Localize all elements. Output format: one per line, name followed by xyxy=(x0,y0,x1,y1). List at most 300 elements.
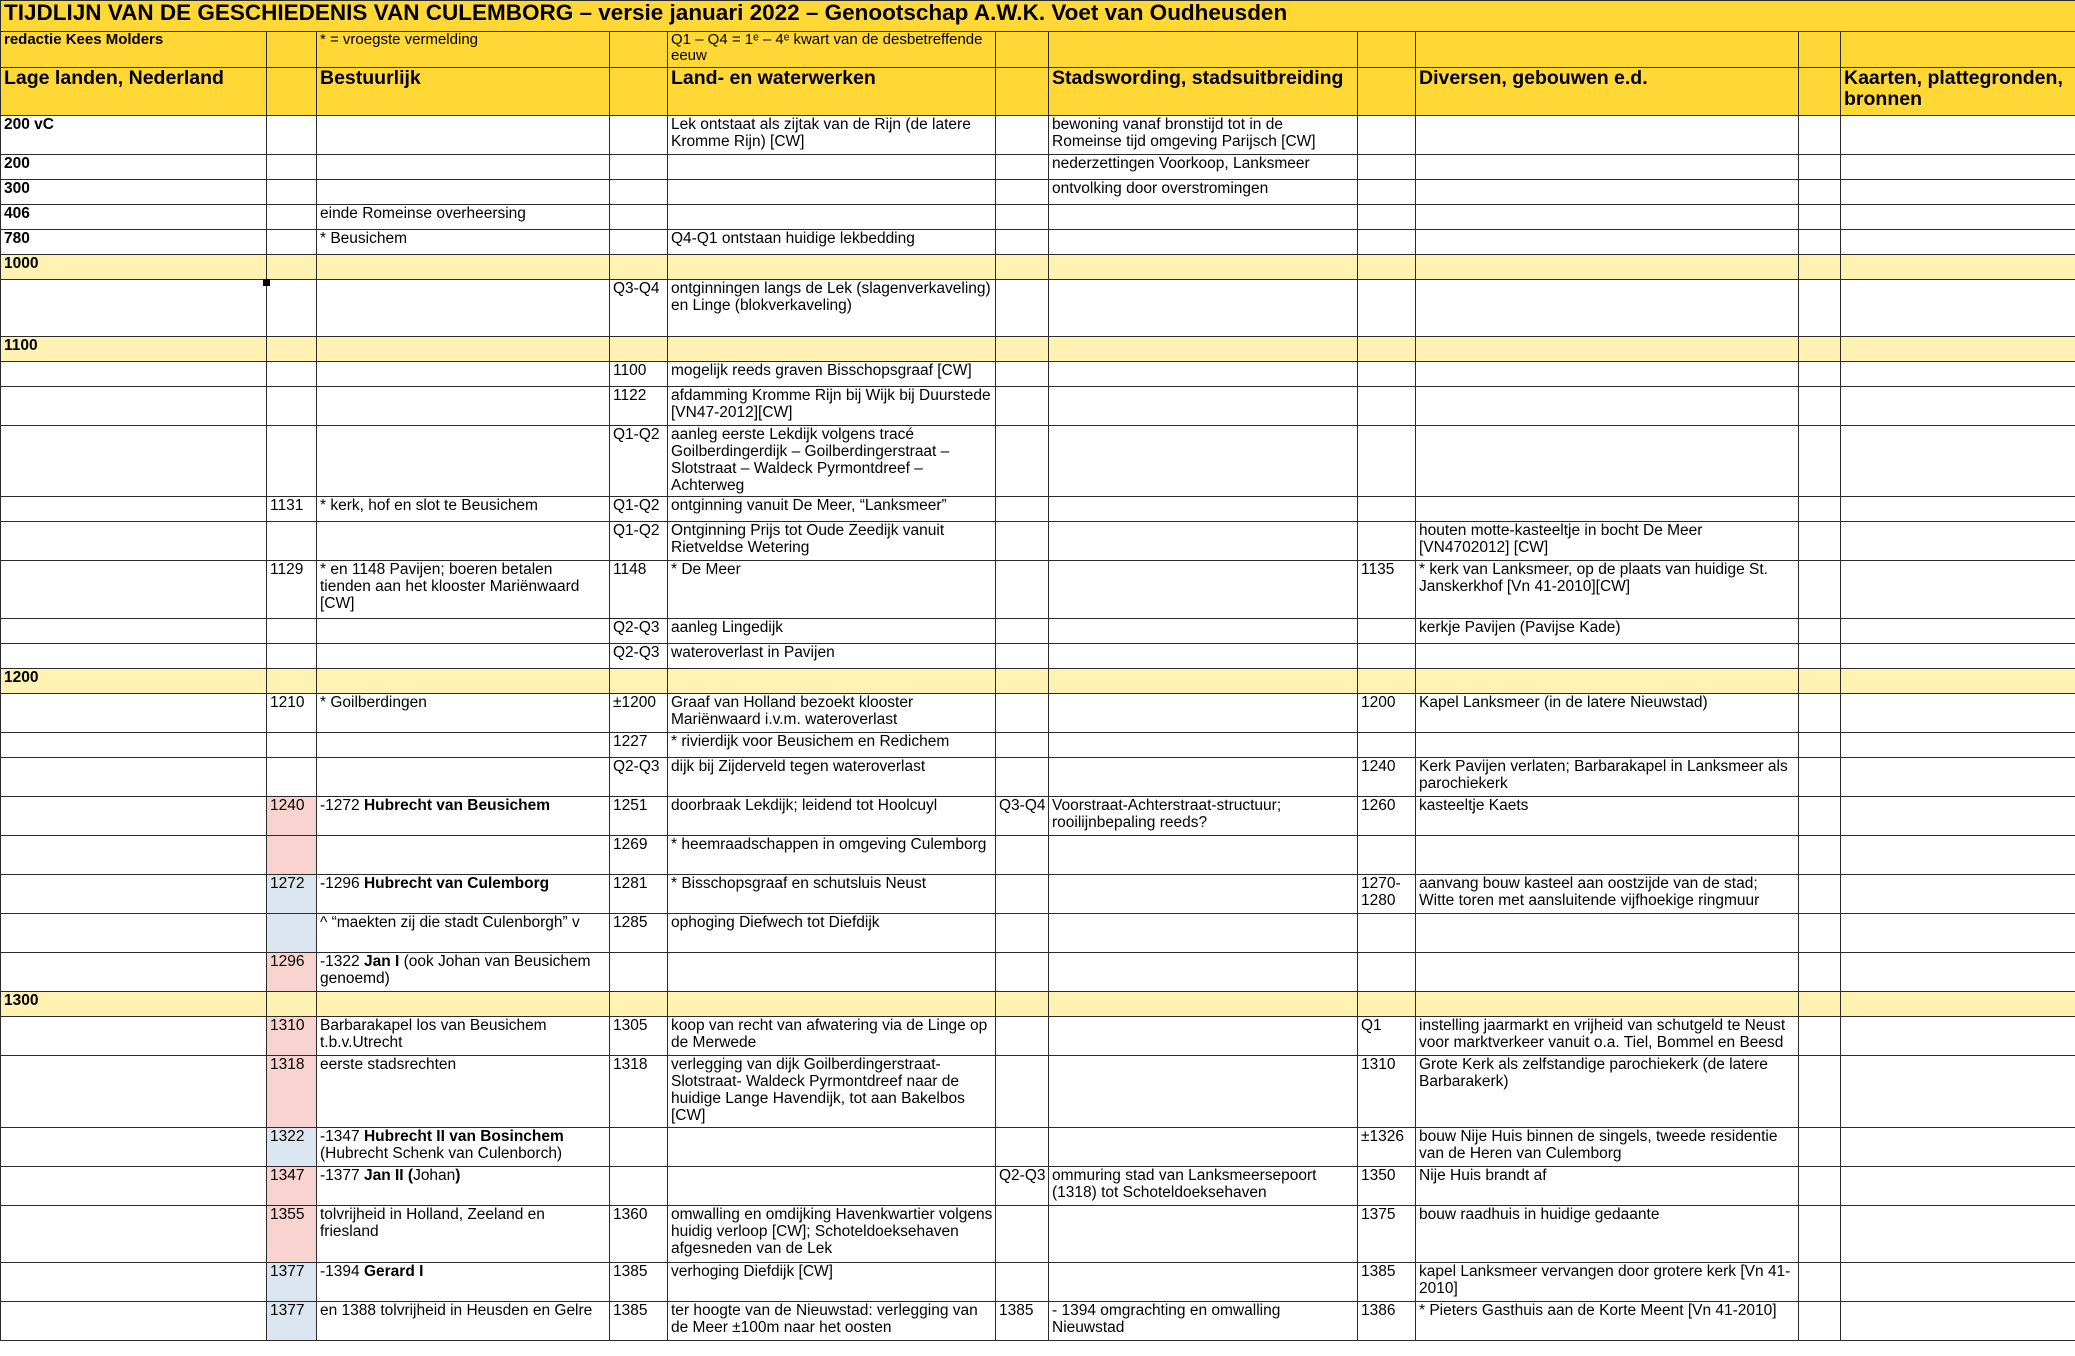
water-year-cell[interactable]: Q2-Q3 xyxy=(610,644,668,669)
misc-event-cell[interactable] xyxy=(1416,387,1799,426)
admin-event-cell[interactable] xyxy=(317,1167,610,1206)
era-year-cell[interactable] xyxy=(1,875,267,914)
admin-year-cell[interactable] xyxy=(267,205,317,230)
water-event-cell[interactable]: * Bisschopsgraaf en schutsluis Neust xyxy=(668,875,996,914)
city-event-cell[interactable]: ontvolking door overstromingen xyxy=(1049,180,1358,205)
header-cell[interactable] xyxy=(996,68,1049,116)
city-event-cell[interactable] xyxy=(1049,387,1358,426)
map-source-cell[interactable] xyxy=(1841,426,2075,497)
map-source-cell[interactable] xyxy=(1841,914,2075,953)
water-year-cell[interactable]: 1148 xyxy=(610,561,668,619)
misc-event-cell[interactable] xyxy=(1416,362,1799,387)
city-year-cell[interactable] xyxy=(996,205,1049,230)
header-stadswording[interactable]: Stadswording, stadsuitbreiding xyxy=(1049,68,1358,116)
water-event-cell[interactable] xyxy=(668,255,996,280)
city-event-cell[interactable] xyxy=(1049,280,1358,337)
city-year-cell[interactable] xyxy=(996,1128,1049,1167)
city-year-cell[interactable] xyxy=(996,694,1049,733)
water-event-cell[interactable]: aanleg eerste Lekdijk volgens tracé Goilberdingerdijk – Goilberdingerstraat – Slotstraat – Waldeck Pyrmontdreef – Achterweg xyxy=(668,426,996,497)
city-year-cell[interactable] xyxy=(996,497,1049,522)
map-source-cell[interactable] xyxy=(1841,362,2075,387)
water-year-cell[interactable] xyxy=(610,992,668,1017)
map-year-cell[interactable] xyxy=(1799,914,1841,953)
misc-event-cell[interactable]: * Pieters Gasthuis aan de Korte Meent [Vn 41-2010] xyxy=(1416,1302,1799,1341)
admin-year-cell[interactable]: 1240 xyxy=(267,797,317,836)
admin-event-cell[interactable] xyxy=(317,116,610,155)
misc-year-cell[interactable] xyxy=(1358,362,1416,387)
city-year-cell[interactable]: Q3-Q4 xyxy=(996,797,1049,836)
misc-event-cell[interactable] xyxy=(1416,497,1799,522)
cell[interactable] xyxy=(1416,32,1799,68)
city-year-cell[interactable] xyxy=(996,387,1049,426)
admin-year-cell[interactable]: 1377 xyxy=(267,1302,317,1341)
map-year-cell[interactable] xyxy=(1799,1263,1841,1302)
map-year-cell[interactable] xyxy=(1799,522,1841,561)
water-year-cell[interactable] xyxy=(610,155,668,180)
water-year-cell[interactable]: Q1-Q2 xyxy=(610,426,668,497)
era-year-cell[interactable] xyxy=(1,1263,267,1302)
water-event-cell[interactable] xyxy=(668,155,996,180)
misc-year-cell[interactable]: Q1 xyxy=(1358,1017,1416,1056)
map-source-cell[interactable] xyxy=(1841,522,2075,561)
water-event-cell[interactable] xyxy=(668,205,996,230)
water-year-cell[interactable]: 1122 xyxy=(610,387,668,426)
admin-event-cell[interactable] xyxy=(317,522,610,561)
city-year-cell[interactable]: Q2-Q3 xyxy=(996,1167,1049,1206)
water-event-cell[interactable]: Ontginning Prijs tot Oude Zeedijk vanuit Rietveldse Wetering xyxy=(668,522,996,561)
admin-year-cell[interactable] xyxy=(267,116,317,155)
admin-event-cell[interactable] xyxy=(317,669,610,694)
misc-event-cell[interactable] xyxy=(1416,230,1799,255)
admin-event-cell[interactable] xyxy=(317,733,610,758)
city-event-cell[interactable] xyxy=(1049,561,1358,619)
water-event-cell[interactable]: verhoging Diefdijk [CW] xyxy=(668,1263,996,1302)
admin-event-cell[interactable]: en 1388 tolvrijheid in Heusden en Gelre xyxy=(317,1302,610,1341)
cell[interactable] xyxy=(1841,32,2075,68)
map-year-cell[interactable] xyxy=(1799,561,1841,619)
misc-event-cell[interactable]: * kerk van Lanksmeer, op de plaats van huidige St. Janskerkhof [Vn 41-2010][CW] xyxy=(1416,561,1799,619)
map-year-cell[interactable] xyxy=(1799,694,1841,733)
map-year-cell[interactable] xyxy=(1799,497,1841,522)
city-event-cell[interactable]: ommuring stad van Lanksmeersepoort (1318) tot Schoteldoeksehaven xyxy=(1049,1167,1358,1206)
water-year-cell[interactable]: 1385 xyxy=(610,1263,668,1302)
water-year-cell[interactable] xyxy=(610,255,668,280)
water-event-cell[interactable] xyxy=(668,669,996,694)
header-diversen[interactable]: Diversen, gebouwen e.d. xyxy=(1416,68,1799,116)
admin-event-cell[interactable] xyxy=(317,644,610,669)
map-year-cell[interactable] xyxy=(1799,155,1841,180)
misc-event-cell[interactable] xyxy=(1416,426,1799,497)
admin-year-cell[interactable]: 1310 xyxy=(267,1017,317,1056)
city-event-cell[interactable] xyxy=(1049,644,1358,669)
misc-year-cell[interactable] xyxy=(1358,497,1416,522)
city-year-cell[interactable] xyxy=(996,644,1049,669)
misc-year-cell[interactable] xyxy=(1358,669,1416,694)
water-event-cell[interactable]: ontginning vanuit De Meer, “Lanksmeer” xyxy=(668,497,996,522)
era-year-cell[interactable] xyxy=(1,619,267,644)
admin-year-cell[interactable] xyxy=(267,644,317,669)
era-year-cell[interactable] xyxy=(1,1017,267,1056)
admin-year-cell[interactable]: 1318 xyxy=(267,1056,317,1128)
misc-year-cell[interactable] xyxy=(1358,426,1416,497)
era-year-cell[interactable]: 1300 xyxy=(1,992,267,1017)
water-event-cell[interactable]: * De Meer xyxy=(668,561,996,619)
water-event-cell[interactable]: aanleg Lingedijk xyxy=(668,619,996,644)
admin-event-cell[interactable] xyxy=(317,797,610,836)
misc-year-cell[interactable]: 1260 xyxy=(1358,797,1416,836)
misc-event-cell[interactable]: kapel Lanksmeer vervangen door grotere kerk [Vn 41-2010] xyxy=(1416,1263,1799,1302)
water-event-cell[interactable]: mogelijk reeds graven Bisschopsgraaf [CW] xyxy=(668,362,996,387)
city-year-cell[interactable] xyxy=(996,522,1049,561)
city-event-cell[interactable] xyxy=(1049,1263,1358,1302)
city-year-cell[interactable]: 1385 xyxy=(996,1302,1049,1341)
era-year-cell[interactable]: 200 xyxy=(1,155,267,180)
admin-event-cell[interactable]: * Goilberdingen xyxy=(317,694,610,733)
misc-year-cell[interactable] xyxy=(1358,914,1416,953)
city-year-cell[interactable] xyxy=(996,836,1049,875)
misc-event-cell[interactable]: aanvang bouw kasteel aan oostzijde van de stad; Witte toren met aansluitende vijfhoekige ringmuur xyxy=(1416,875,1799,914)
city-event-cell[interactable] xyxy=(1049,953,1358,992)
city-event-cell[interactable] xyxy=(1049,230,1358,255)
water-event-cell[interactable]: * heemraadschappen in omgeving Culemborg xyxy=(668,836,996,875)
water-year-cell[interactable]: 1305 xyxy=(610,1017,668,1056)
water-event-cell[interactable]: ophoging Diefwech tot Diefdijk xyxy=(668,914,996,953)
misc-event-cell[interactable] xyxy=(1416,836,1799,875)
water-year-cell[interactable] xyxy=(610,230,668,255)
admin-event-cell[interactable] xyxy=(317,280,610,337)
map-year-cell[interactable] xyxy=(1799,992,1841,1017)
water-year-cell[interactable] xyxy=(610,1128,668,1167)
admin-year-cell[interactable] xyxy=(267,230,317,255)
city-year-cell[interactable] xyxy=(996,230,1049,255)
water-year-cell[interactable]: Q2-Q3 xyxy=(610,758,668,797)
misc-year-cell[interactable]: 1375 xyxy=(1358,1206,1416,1263)
map-year-cell[interactable] xyxy=(1799,387,1841,426)
city-year-cell[interactable] xyxy=(996,875,1049,914)
water-event-cell[interactable] xyxy=(668,1167,996,1206)
admin-event-cell[interactable]: * Beusichem xyxy=(317,230,610,255)
admin-event-cell[interactable] xyxy=(317,1128,610,1167)
map-year-cell[interactable] xyxy=(1799,362,1841,387)
admin-event-cell[interactable] xyxy=(317,426,610,497)
admin-year-cell[interactable] xyxy=(267,255,317,280)
cell[interactable] xyxy=(996,32,1049,68)
map-source-cell[interactable] xyxy=(1841,1056,2075,1128)
map-source-cell[interactable] xyxy=(1841,758,2075,797)
misc-event-cell[interactable]: houten motte-kasteeltje in bocht De Meer [VN4702012] [CW] xyxy=(1416,522,1799,561)
era-year-cell[interactable] xyxy=(1,758,267,797)
city-event-cell[interactable] xyxy=(1049,669,1358,694)
city-event-cell[interactable] xyxy=(1049,205,1358,230)
city-year-cell[interactable] xyxy=(996,953,1049,992)
map-source-cell[interactable] xyxy=(1841,694,2075,733)
admin-event-cell[interactable] xyxy=(317,180,610,205)
era-year-cell[interactable] xyxy=(1,426,267,497)
era-year-cell[interactable] xyxy=(1,1056,267,1128)
city-event-cell[interactable] xyxy=(1049,497,1358,522)
map-year-cell[interactable] xyxy=(1799,953,1841,992)
admin-year-cell[interactable] xyxy=(267,362,317,387)
header-land-waterwerken[interactable]: Land- en waterwerken xyxy=(668,68,996,116)
admin-event-cell[interactable] xyxy=(317,255,610,280)
map-year-cell[interactable] xyxy=(1799,230,1841,255)
header-bestuurlijk[interactable]: Bestuurlijk xyxy=(317,68,610,116)
map-year-cell[interactable] xyxy=(1799,205,1841,230)
map-source-cell[interactable] xyxy=(1841,1206,2075,1263)
admin-event-cell[interactable] xyxy=(317,1263,610,1302)
admin-event-cell[interactable] xyxy=(317,953,610,992)
water-year-cell[interactable]: 1385 xyxy=(610,1302,668,1341)
map-source-cell[interactable] xyxy=(1841,797,2075,836)
map-source-cell[interactable] xyxy=(1841,992,2075,1017)
misc-year-cell[interactable] xyxy=(1358,387,1416,426)
misc-event-cell[interactable] xyxy=(1416,992,1799,1017)
era-year-cell[interactable]: 406 xyxy=(1,205,267,230)
header-cell[interactable] xyxy=(1799,68,1841,116)
water-year-cell[interactable] xyxy=(610,180,668,205)
map-year-cell[interactable] xyxy=(1799,669,1841,694)
map-year-cell[interactable] xyxy=(1799,1017,1841,1056)
era-year-cell[interactable] xyxy=(1,1167,267,1206)
map-source-cell[interactable] xyxy=(1841,205,2075,230)
map-source-cell[interactable] xyxy=(1841,1302,2075,1341)
cell[interactable] xyxy=(610,32,668,68)
admin-year-cell[interactable]: 1272 xyxy=(267,875,317,914)
city-event-cell[interactable] xyxy=(1049,1128,1358,1167)
misc-event-cell[interactable] xyxy=(1416,669,1799,694)
city-event-cell[interactable] xyxy=(1049,836,1358,875)
water-year-cell[interactable] xyxy=(610,953,668,992)
map-year-cell[interactable] xyxy=(1799,1302,1841,1341)
water-year-cell[interactable] xyxy=(610,1167,668,1206)
city-event-cell[interactable] xyxy=(1049,1206,1358,1263)
legend-first-mention[interactable]: * = vroegste vermelding xyxy=(317,32,610,68)
map-year-cell[interactable] xyxy=(1799,619,1841,644)
city-event-cell[interactable] xyxy=(1049,619,1358,644)
misc-event-cell[interactable] xyxy=(1416,953,1799,992)
map-source-cell[interactable] xyxy=(1841,155,2075,180)
map-source-cell[interactable] xyxy=(1841,733,2075,758)
map-year-cell[interactable] xyxy=(1799,255,1841,280)
admin-event-cell[interactable]: Barbarakapel los van Beusichem t.b.v.Utrecht xyxy=(317,1017,610,1056)
map-year-cell[interactable] xyxy=(1799,426,1841,497)
water-year-cell[interactable] xyxy=(610,337,668,362)
cell[interactable] xyxy=(1799,32,1841,68)
city-event-cell[interactable] xyxy=(1049,758,1358,797)
era-year-cell[interactable] xyxy=(1,561,267,619)
map-year-cell[interactable] xyxy=(1799,797,1841,836)
water-year-cell[interactable]: Q3-Q4 xyxy=(610,280,668,337)
misc-year-cell[interactable] xyxy=(1358,836,1416,875)
city-year-cell[interactable] xyxy=(996,669,1049,694)
era-year-cell[interactable] xyxy=(1,836,267,875)
era-year-cell[interactable] xyxy=(1,733,267,758)
water-year-cell[interactable]: 1281 xyxy=(610,875,668,914)
admin-event-cell[interactable]: * en 1148 Pavijen; boeren betalen tienden aan het klooster Mariënwaard [CW] xyxy=(317,561,610,619)
admin-year-cell[interactable] xyxy=(267,992,317,1017)
city-year-cell[interactable] xyxy=(996,561,1049,619)
city-event-cell[interactable] xyxy=(1049,1056,1358,1128)
era-year-cell[interactable] xyxy=(1,1206,267,1263)
map-year-cell[interactable] xyxy=(1799,758,1841,797)
admin-year-cell[interactable]: 1210 xyxy=(267,694,317,733)
misc-year-cell[interactable] xyxy=(1358,205,1416,230)
water-event-cell[interactable] xyxy=(668,1128,996,1167)
misc-year-cell[interactable] xyxy=(1358,992,1416,1017)
city-event-cell[interactable] xyxy=(1049,522,1358,561)
water-year-cell[interactable] xyxy=(610,205,668,230)
admin-event-cell[interactable]: ^ “maekten zij die stadt Culenborgh” v xyxy=(317,914,610,953)
map-year-cell[interactable] xyxy=(1799,1128,1841,1167)
map-year-cell[interactable] xyxy=(1799,836,1841,875)
admin-event-cell[interactable] xyxy=(317,387,610,426)
admin-event-cell[interactable] xyxy=(317,619,610,644)
misc-event-cell[interactable] xyxy=(1416,205,1799,230)
water-year-cell[interactable] xyxy=(610,669,668,694)
misc-year-cell[interactable]: 1310 xyxy=(1358,1056,1416,1128)
misc-event-cell[interactable] xyxy=(1416,644,1799,669)
era-year-cell[interactable] xyxy=(1,497,267,522)
water-event-cell[interactable] xyxy=(668,953,996,992)
misc-year-cell[interactable] xyxy=(1358,522,1416,561)
header-lage-landen[interactable]: Lage landen, Nederland xyxy=(1,68,267,116)
misc-event-cell[interactable] xyxy=(1416,116,1799,155)
misc-event-cell[interactable]: Grote Kerk als zelfstandige parochiekerk (de latere Barbarakerk) xyxy=(1416,1056,1799,1128)
header-cell[interactable] xyxy=(610,68,668,116)
admin-year-cell[interactable] xyxy=(267,669,317,694)
city-year-cell[interactable] xyxy=(996,255,1049,280)
admin-year-cell[interactable] xyxy=(267,619,317,644)
era-year-cell[interactable] xyxy=(1,280,267,337)
city-event-cell[interactable] xyxy=(1049,875,1358,914)
map-source-cell[interactable] xyxy=(1841,116,2075,155)
map-source-cell[interactable] xyxy=(1841,1263,2075,1302)
city-year-cell[interactable] xyxy=(996,426,1049,497)
map-year-cell[interactable] xyxy=(1799,1056,1841,1128)
misc-event-cell[interactable]: Kapel Lanksmeer (in de latere Nieuwstad) xyxy=(1416,694,1799,733)
map-source-cell[interactable] xyxy=(1841,337,2075,362)
era-year-cell[interactable]: 1100 xyxy=(1,337,267,362)
misc-year-cell[interactable] xyxy=(1358,953,1416,992)
map-year-cell[interactable] xyxy=(1799,280,1841,337)
admin-year-cell[interactable] xyxy=(267,733,317,758)
city-event-cell[interactable]: nederzettingen Voorkoop, Lanksmeer xyxy=(1049,155,1358,180)
era-year-cell[interactable] xyxy=(1,953,267,992)
map-year-cell[interactable] xyxy=(1799,1167,1841,1206)
misc-event-cell[interactable]: Kerk Pavijen verlaten; Barbarakapel in Lanksmeer als parochiekerk xyxy=(1416,758,1799,797)
admin-year-cell[interactable] xyxy=(267,337,317,362)
misc-year-cell[interactable]: ±1326 xyxy=(1358,1128,1416,1167)
city-event-cell[interactable] xyxy=(1049,337,1358,362)
cell[interactable] xyxy=(267,32,317,68)
misc-year-cell[interactable]: 1350 xyxy=(1358,1167,1416,1206)
city-year-cell[interactable] xyxy=(996,619,1049,644)
water-year-cell[interactable]: 1251 xyxy=(610,797,668,836)
city-event-cell[interactable] xyxy=(1049,694,1358,733)
city-year-cell[interactable] xyxy=(996,1056,1049,1128)
misc-year-cell[interactable] xyxy=(1358,733,1416,758)
cell-selection-handle[interactable] xyxy=(263,279,270,286)
misc-year-cell[interactable] xyxy=(1358,180,1416,205)
water-event-cell[interactable] xyxy=(668,992,996,1017)
water-year-cell[interactable]: ±1200 xyxy=(610,694,668,733)
misc-event-cell[interactable]: bouw raadhuis in huidige gedaante xyxy=(1416,1206,1799,1263)
water-year-cell[interactable]: 1227 xyxy=(610,733,668,758)
era-year-cell[interactable]: 200 vC xyxy=(1,116,267,155)
city-event-cell[interactable] xyxy=(1049,914,1358,953)
admin-year-cell[interactable]: 1322 xyxy=(267,1128,317,1167)
era-year-cell[interactable]: 1000 xyxy=(1,255,267,280)
map-year-cell[interactable] xyxy=(1799,875,1841,914)
era-year-cell[interactable] xyxy=(1,694,267,733)
misc-event-cell[interactable]: instelling jaarmarkt en vrijheid van schutgeld te Neust voor marktverkeer vanuit o.a. Tiel, Bommel en Beesd xyxy=(1416,1017,1799,1056)
water-event-cell[interactable]: wateroverlast in Pavijen xyxy=(668,644,996,669)
admin-year-cell[interactable]: 1347 xyxy=(267,1167,317,1206)
map-source-cell[interactable] xyxy=(1841,1167,2075,1206)
admin-event-cell[interactable]: einde Romeinse overheersing xyxy=(317,205,610,230)
water-year-cell[interactable]: 1285 xyxy=(610,914,668,953)
cell[interactable] xyxy=(1049,32,1358,68)
misc-event-cell[interactable] xyxy=(1416,733,1799,758)
misc-year-cell[interactable]: 1240 xyxy=(1358,758,1416,797)
misc-event-cell[interactable] xyxy=(1416,337,1799,362)
map-source-cell[interactable] xyxy=(1841,836,2075,875)
misc-event-cell[interactable]: bouw Nije Huis binnen de singels, tweede residentie van de Heren van Culemborg xyxy=(1416,1128,1799,1167)
water-year-cell[interactable]: 1360 xyxy=(610,1206,668,1263)
admin-year-cell[interactable] xyxy=(267,426,317,497)
map-source-cell[interactable] xyxy=(1841,669,2075,694)
admin-year-cell[interactable] xyxy=(267,914,317,953)
map-year-cell[interactable] xyxy=(1799,337,1841,362)
city-year-cell[interactable] xyxy=(996,992,1049,1017)
misc-year-cell[interactable] xyxy=(1358,337,1416,362)
era-year-cell[interactable] xyxy=(1,1302,267,1341)
city-event-cell[interactable]: Voorstraat-Achterstraat-structuur; rooilijnbepaling reeds? xyxy=(1049,797,1358,836)
city-year-cell[interactable] xyxy=(996,180,1049,205)
city-year-cell[interactable] xyxy=(996,733,1049,758)
water-year-cell[interactable]: 1269 xyxy=(610,836,668,875)
city-year-cell[interactable] xyxy=(996,1206,1049,1263)
water-event-cell[interactable]: doorbraak Lekdijk; leidend tot Hoolcuyl xyxy=(668,797,996,836)
water-event-cell[interactable] xyxy=(668,337,996,362)
water-event-cell[interactable]: ontginningen langs de Lek (slagenverkaveling) en Linge (blokverkaveling) xyxy=(668,280,996,337)
header-kaarten[interactable]: Kaarten, plattegronden, bronnen xyxy=(1841,68,2075,116)
misc-year-cell[interactable] xyxy=(1358,619,1416,644)
water-year-cell[interactable]: Q2-Q3 xyxy=(610,619,668,644)
map-source-cell[interactable] xyxy=(1841,280,2075,337)
city-year-cell[interactable] xyxy=(996,337,1049,362)
city-year-cell[interactable] xyxy=(996,116,1049,155)
misc-year-cell[interactable] xyxy=(1358,644,1416,669)
misc-year-cell[interactable]: 1270-1280 xyxy=(1358,875,1416,914)
admin-year-cell[interactable] xyxy=(267,180,317,205)
misc-year-cell[interactable] xyxy=(1358,255,1416,280)
misc-year-cell[interactable] xyxy=(1358,155,1416,180)
misc-event-cell[interactable] xyxy=(1416,180,1799,205)
legend-quarters[interactable]: Q1 – Q4 = 1ᵉ – 4ᵉ kwart van de desbetreffende eeuw xyxy=(668,32,996,68)
map-year-cell[interactable] xyxy=(1799,180,1841,205)
map-year-cell[interactable] xyxy=(1799,1206,1841,1263)
city-year-cell[interactable] xyxy=(996,362,1049,387)
era-year-cell[interactable] xyxy=(1,644,267,669)
misc-event-cell[interactable]: kasteeltje Kaets xyxy=(1416,797,1799,836)
era-year-cell[interactable]: 300 xyxy=(1,180,267,205)
water-event-cell[interactable]: dijk bij Zijderveld tegen wateroverlast xyxy=(668,758,996,797)
map-source-cell[interactable] xyxy=(1841,644,2075,669)
water-year-cell[interactable]: 1100 xyxy=(610,362,668,387)
admin-year-cell[interactable]: 1129 xyxy=(267,561,317,619)
city-year-cell[interactable] xyxy=(996,155,1049,180)
